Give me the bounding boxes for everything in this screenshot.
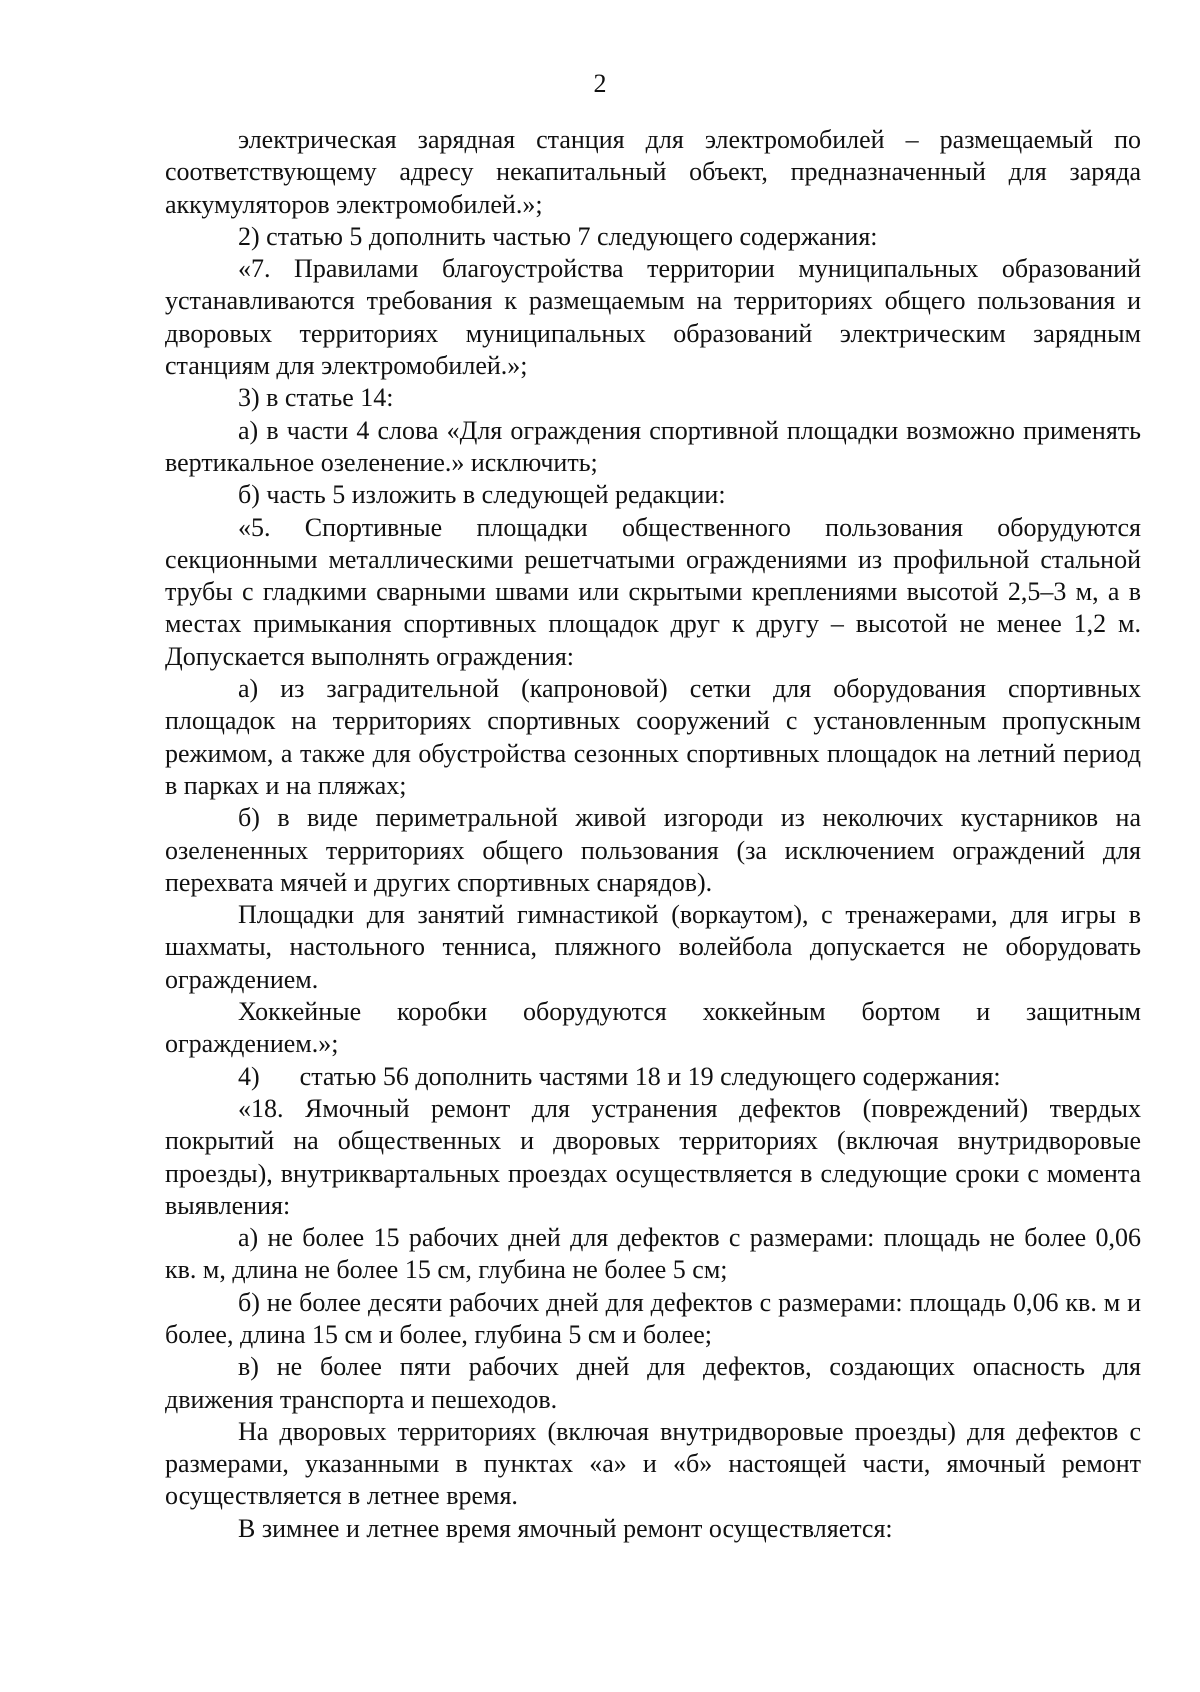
paragraph-part-7: «7. Правилами благоустройства территории муниципальных образований устанавливаются требования к размещаемым на территориях общего пользования и дворовых территориях муниципальных образований электрическим зарядным станциям для электромобилей.»;	[165, 254, 1141, 381]
paragraph-part-5: «5. Спортивные площадки общественного пользования оборудуются секционными металлическими решетчатыми ограждениями из профильной стальной трубы с гладкими сварными швами или скрытыми креплениями высотой 2,5–3 м, а в местах примыкания спортивных площадок друг к другу – высотой не менее 1,2 м. Допускается выполнять ограждения:	[165, 512, 1141, 671]
paragraph-repair-b: б) не более десяти рабочих дней для дефектов с размерами: площадь 0,06 кв. м и более, длина 15 см и более, глубина 5 см и более;	[165, 1287, 1141, 1349]
paragraph-item-3: 3) в статье 14:	[238, 383, 394, 413]
item-4-marker: 4)	[238, 1061, 260, 1091]
paragraph-item-4	[165, 1061, 1141, 1093]
paragraph-fence-a: а) из заградительной (капроновой) сетки для оборудования спортивных площадок на территориях спортивных сооружений с установленным пропускным режимом, а также для обустройства сезонных спортивных площадок на летний период в парках и на пляжах;	[165, 674, 1141, 800]
paragraph-winter-summer: В зимнее и летнее время ямочный ремонт осуществляется:	[238, 1513, 893, 1543]
document-body	[165, 124, 1141, 1545]
paragraph-item-3b: б) часть 5 изложить в следующей редакции:	[238, 480, 726, 510]
paragraph-fence-b: б) в виде периметральной живой изгороди из неколючих кустарников на озелененных территориях общего пользования (за исключением ограждений для перехвата мячей и других спортивных снарядов).	[165, 803, 1141, 897]
paragraph-workout: Площадки для занятий гимнастикой (воркаутом), с тренажерами, для игры в шахматы, настольного тенниса, пляжного волейбола допускается не оборудовать ограждением.	[165, 900, 1141, 994]
paragraph-courtyard: На дворовых территориях (включая внутридворовые проезды) для дефектов с размерами, указанными в пунктах «а» и «б» настоящей части, ямочный ремонт осуществляется в летнее время.	[165, 1416, 1141, 1511]
paragraph-definition: электрическая зарядная станция для электромобилей – размещаемый по соответствующему адресу некапитальный объект, предназначенный для заряда аккумуляторов электромобилей.»;	[165, 125, 1141, 219]
page-number: 2	[593, 69, 607, 98]
paragraph-repair-a: а) не более 15 рабочих дней для дефектов с размерами: площадь не более 0,06 кв. м, длина не более 15 см, глубина не более 5 см;	[165, 1223, 1141, 1285]
paragraph-item-3a: а) в части 4 слова «Для ограждения спортивной площадки возможно применять вертикальное озеленение.» исключить;	[165, 415, 1141, 477]
paragraph-item-2: 2) статью 5 дополнить частью 7 следующего содержания:	[238, 221, 878, 251]
paragraph-part-18: «18. Ямочный ремонт для устранения дефектов (повреждений) твердых покрытий на общественных и дворовых территориях (включая внутридворовые проезды), внутриквартальных проездах осуществляется в следующие сроки с момента выявления:	[165, 1093, 1141, 1220]
item-4-text: статью 56 дополнить частями 18 и 19 следующего содержания:	[299, 1061, 1001, 1091]
paragraph-hockey: Хоккейные коробки оборудуются хоккейным бортом и защитным ограждением.»;	[165, 997, 1141, 1059]
paragraph-repair-c: в) не более пяти рабочих дней для дефектов, создающих опасность для движения транспорта и пешеходов.	[165, 1352, 1141, 1414]
